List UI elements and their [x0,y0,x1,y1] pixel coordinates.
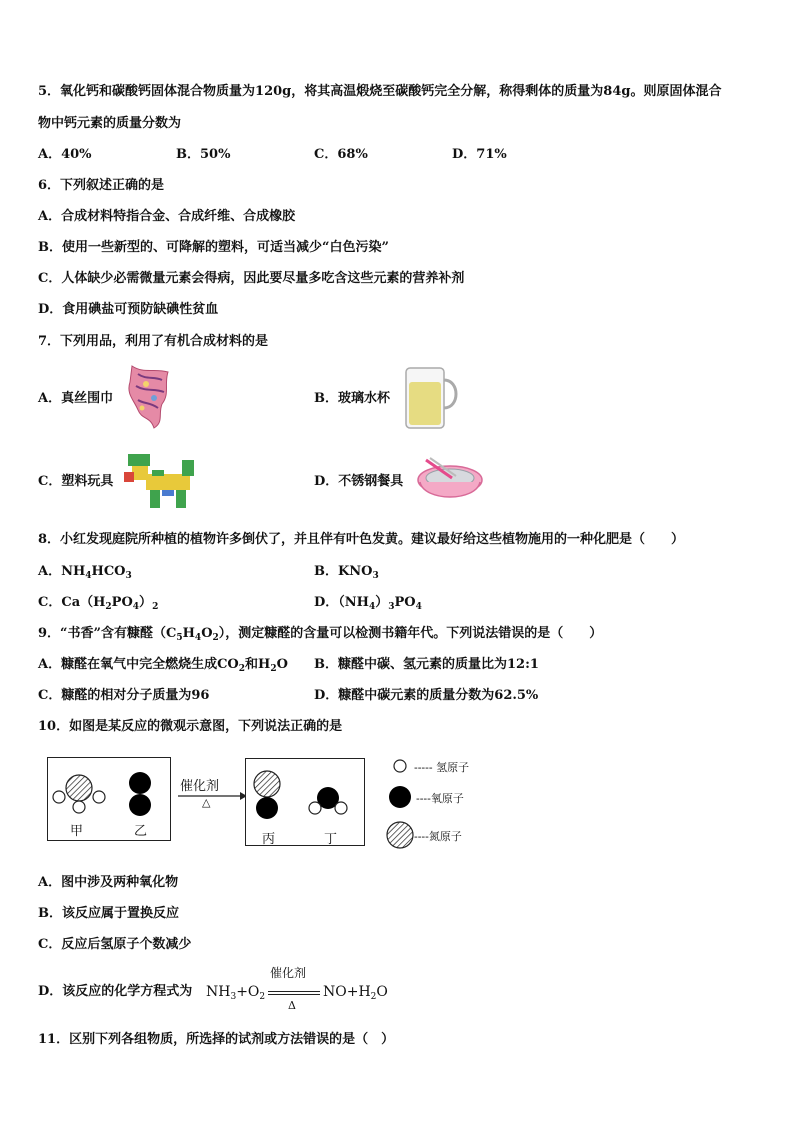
label-jia: 甲 [70,824,84,839]
legend-oxygen: ----氧原子 [416,792,464,805]
q5-option-c: C．68% [314,147,368,162]
q7-option-b: B．玻璃水杯 [314,391,390,406]
nitrogen-atom-icon [387,822,413,848]
arrow-icon [176,790,248,802]
q10-option-a: A．图中涉及两种氧化物 [38,875,179,890]
q10-option-b: B．该反应属于置换反应 [38,906,179,921]
q9-option-c: C．糠醛的相对分子质量为96 [38,688,210,703]
equation-condition-bottom: Δ [288,999,296,1012]
glass-cup-icon [400,364,464,436]
q9-option-b: B．糠醛中碳、氢元素的质量比为12:1 [314,657,539,672]
q10-option-d: D．该反应的化学方程式为 [38,984,193,999]
equation-left: $NH_3+O_2$ [206,984,266,1002]
label-bing: 丙 [262,832,276,847]
legend-hydrogen: ----- 氢原子 [414,761,470,774]
q9-stem: 9．“书香”含有糠醛$(C_5H_4O_2)$，测定糠醛的含量可以检测书籍年代。下列说法错误的是（ ） [38,626,603,643]
q5-option-b: B．50% [176,147,231,162]
q6-option-b: B．使用一些新型的、可降解的塑料，可适当减少“白色污染” [38,240,389,255]
equation-line-1 [268,991,320,992]
q5-stem-line1: 5．氧化钙和碳酸钙固体混合物质量为120g，将其高温煅烧至碳酸钙完全分解，称得剩体的质量为84g。则原固体混合 [38,84,722,99]
q11-stem: 11．区别下列各组物质，所选择的试剂或方法错误的是（ ） [38,1032,395,1047]
equation-line-2 [268,994,320,995]
equation-right: $NO+H_2O$ [323,984,388,1002]
q5-option-a: A．40% [38,147,92,162]
q6-option-d: D．食用碘盐可预防缺碘性贫血 [38,302,219,317]
q8-option-b: B．$KNO_3$ [314,564,379,581]
q6-option-a: A．合成材料特指合金、合成纤维、合成橡胶 [38,209,296,224]
q7-option-a: A．真丝围巾 [38,391,114,406]
legend-nitrogen: ----氮原子 [414,830,462,843]
label-ding: 丁 [324,832,338,847]
arrow-catalyst-label: 催化剂 [180,779,220,794]
oxygen-atom-icon [389,786,411,808]
hydrogen-atom-icon [394,760,406,772]
q6-stem: 6．下列叙述正确的是 [38,178,165,193]
q5-option-d: D．71% [452,147,507,162]
q8-stem: 8．小红发现庭院所种植的植物许多倒伏了，并且伴有叶色发黄。建议最好给这些植物施用的一种化肥是（ ） [38,532,685,547]
q10-option-c: C．反应后氢原子个数减少 [38,937,192,952]
arrow-heat-label: △ [202,796,211,809]
q7-option-c: C．塑料玩具 [38,474,114,489]
q10-stem: 10．如图是某反应的微观示意图，下列说法正确的是 [38,719,343,734]
q6-option-c: C．人体缺少必需微量元素会得病，因此要尽量多吃含这些元素的营养补剂 [38,271,465,286]
q5-stem-line2: 物中钙元素的质量分数为 [38,116,182,131]
equation-condition-top: 催化剂 [270,966,307,980]
q9-option-a: A．糠醛在氧气中完全燃烧生成$CO_2$和$H_2O$ [38,657,288,674]
legend-icons [386,756,416,856]
steel-bowl-icon [412,456,486,514]
q7-stem: 7．下列用品，利用了有机合成材料的是 [38,334,269,349]
q8-option-d: D．$(NH_4)_3PO_4$ [314,595,422,612]
silk-scarf-icon [124,364,176,434]
label-yi: 乙 [134,824,148,839]
plastic-toy-icon [122,450,206,516]
q8-option-a: A．$NH_4HCO_3$ [38,564,132,581]
q7-option-d: D．不锈钢餐具 [314,474,404,489]
q8-option-c: C．$Ca(H_2PO_4)_2$ [38,595,159,612]
reactant-molecules [47,757,171,841]
q9-option-d: D．糠醛中碳元素的质量分数为62.5% [314,688,539,703]
